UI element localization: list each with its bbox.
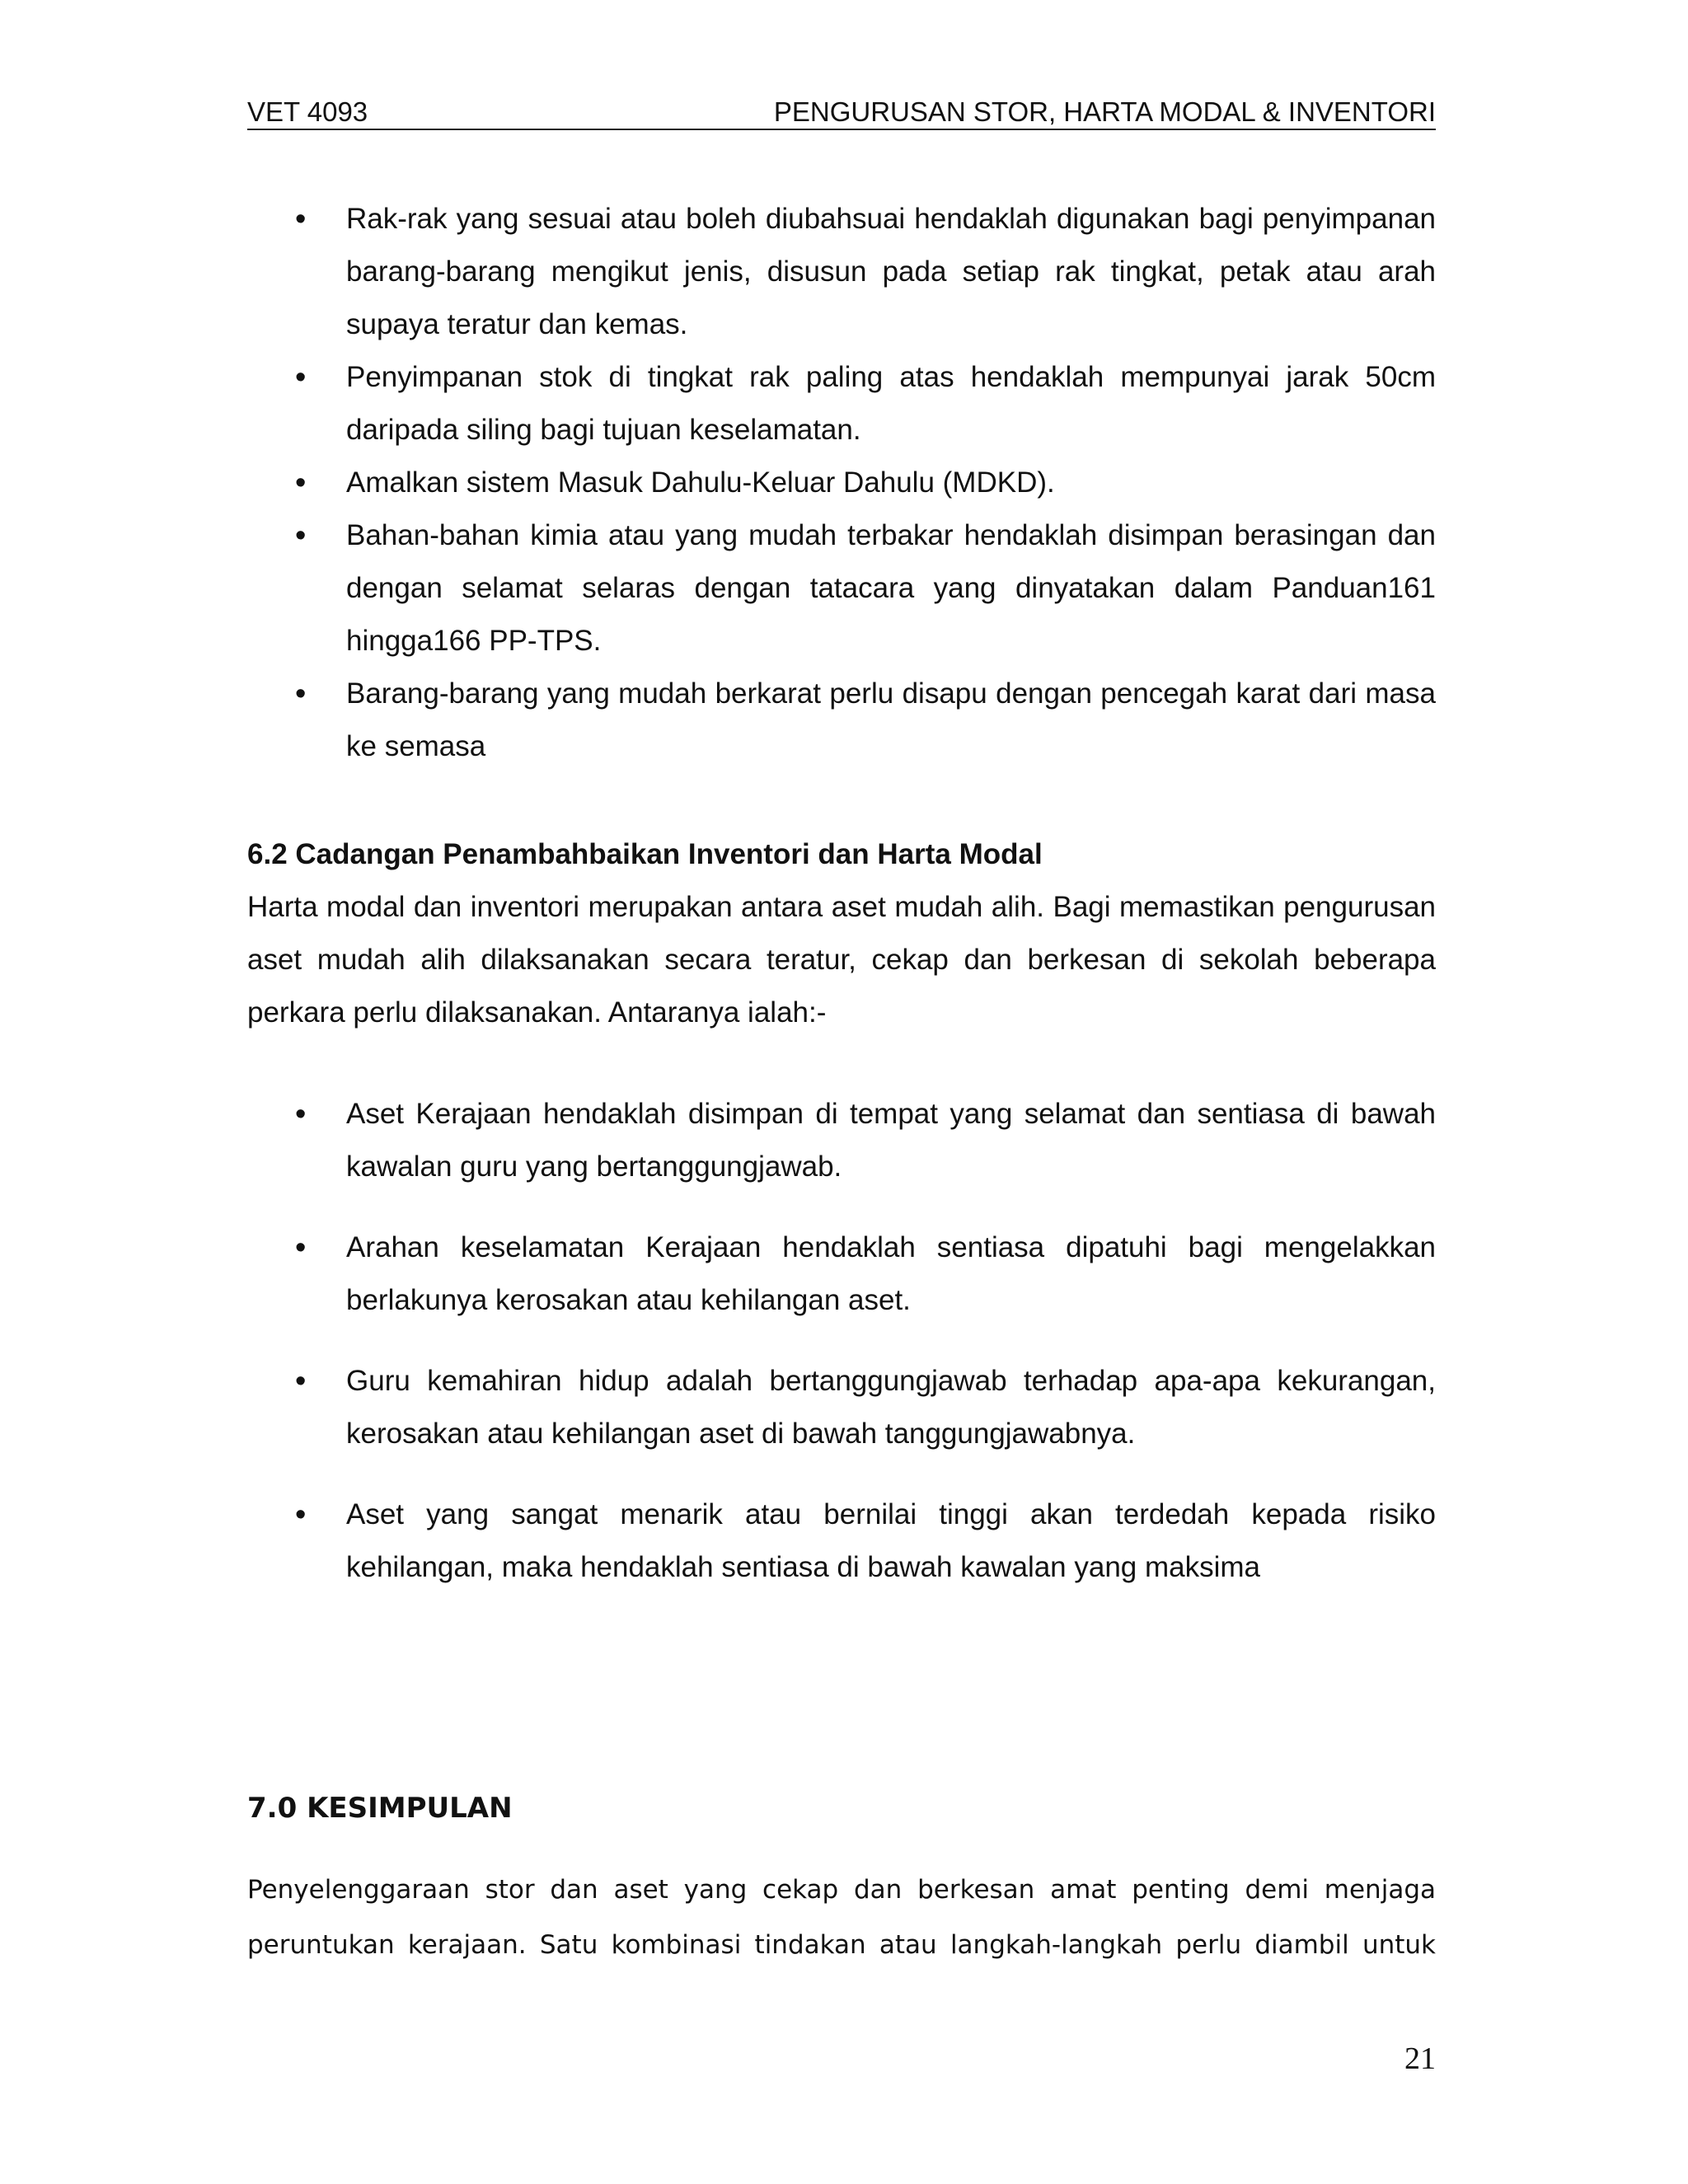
list-item: • Rak-rak yang sesuai atau boleh diubahsuai hendaklah digunakan bagi penyimpanan barang-barang mengikut jenis, disusun pada setiap rak tingkat, petak atau arah supaya teratur dan kemas. — [247, 193, 1436, 351]
section-7-0 — [247, 1785, 1436, 1973]
conclusion-line: Penyelenggaraan stor dan aset yang cekap dan berkesan amat penting demi menjaga — [247, 1875, 1436, 1905]
storage-guidelines-list — [247, 193, 1436, 773]
page-header — [247, 96, 1436, 130]
section-heading: 6.2 Cadangan Penambahbaikan Inventori dan Harta Modal — [247, 838, 1043, 870]
section-6-2 — [247, 828, 1436, 1039]
section-heading: 7.0 KESIMPULAN — [247, 1792, 513, 1825]
section-paragraph: Harta modal dan inventori merupakan antara aset mudah alih. Bagi memastikan pengurusan aset mudah alih dilaksanakan secara teratur, cekap dan berkesan di sekolah beberapa perkara perlu dilaksanakan. Antaranya ialah:- — [247, 891, 1436, 1029]
course-code: VET 4093 — [247, 96, 368, 127]
course-title: PENGURUSAN STOR, HARTA MODAL & INVENTORI — [773, 96, 1436, 127]
list-item: • Amalkan sistem Masuk Dahulu-Keluar Dahulu (MDKD). — [247, 457, 1436, 509]
list-item: • Barang-barang yang mudah berkarat perlu disapu dengan pencegah karat dari masa ke semasa — [247, 668, 1436, 773]
conclusion-line: peruntukan kerajaan. Satu kombinasi tindakan atau langkah-langkah perlu diambil untuk — [247, 1930, 1436, 1960]
list-item: • Bahan-bahan kimia atau yang mudah terbakar hendaklah disimpan berasingan dan dengan selamat selaras dengan tatacara yang dinyatakan dalam Panduan161 hingga166 PP-TPS. — [247, 509, 1436, 668]
list-item: • Arahan keselamatan Kerajaan hendaklah sentiasa dipatuhi bagi mengelakkan berlakunya kerosakan atau kehilangan aset. — [247, 1221, 1436, 1327]
asset-improvement-list — [247, 1088, 1436, 1622]
list-item: • Aset Kerajaan hendaklah disimpan di tempat yang selamat dan sentiasa di bawah kawalan guru yang bertanggungjawab. — [247, 1088, 1436, 1193]
list-item: • Guru kemahiran hidup adalah bertanggungjawab terhadap apa-apa kekurangan, kerosakan atau kehilangan aset di bawah tanggungjawabnya. — [247, 1355, 1436, 1460]
list-item: • Penyimpanan stok di tingkat rak paling atas hendaklah mempunyai jarak 50cm daripada siling bagi tujuan keselamatan. — [247, 351, 1436, 457]
page-number: 21 — [1404, 2041, 1436, 2076]
list-item: • Aset yang sangat menarik atau bernilai tinggi akan terdedah kepada risiko kehilangan, maka hendaklah sentiasa di bawah kawalan yang maksima — [247, 1488, 1436, 1594]
